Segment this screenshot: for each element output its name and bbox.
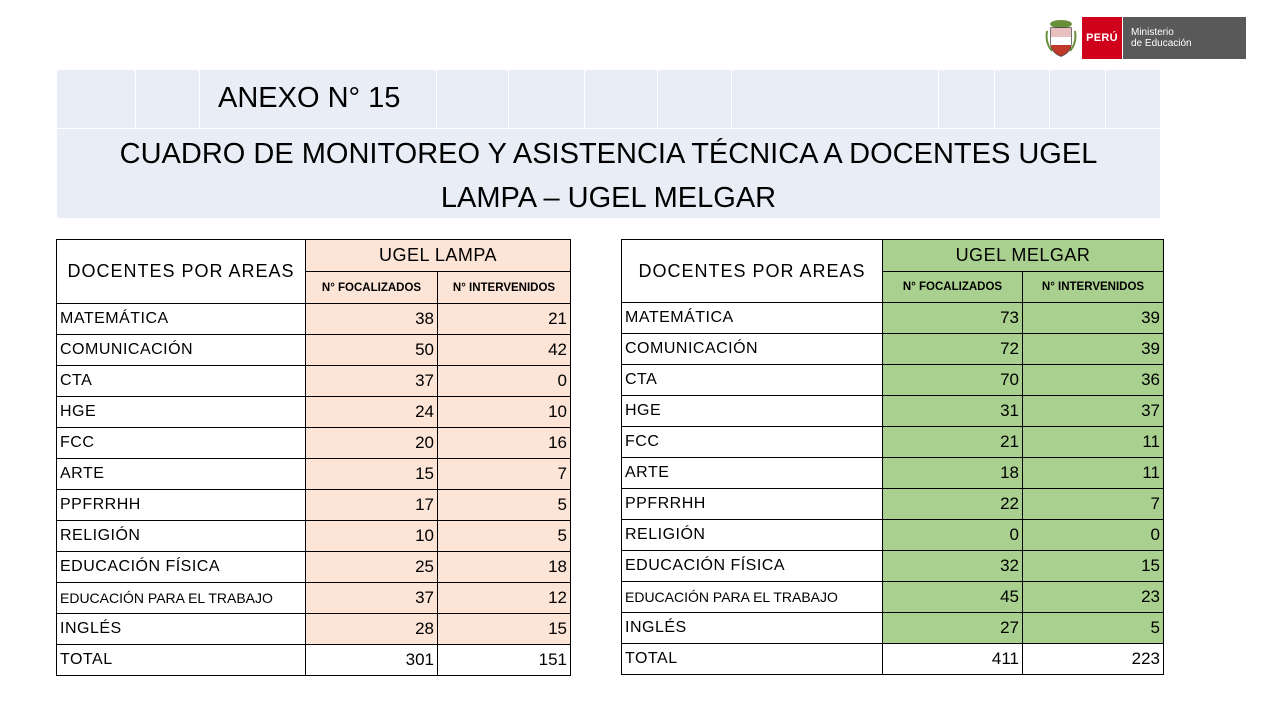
- focalizados-cell: 37: [306, 583, 438, 614]
- logo-country-label: PERÚ: [1082, 17, 1122, 59]
- ministry-logo: [1044, 17, 1246, 59]
- intervenidos-cell: 7: [438, 459, 571, 490]
- table-ugel-lampa: [56, 239, 571, 676]
- total-row: [57, 645, 571, 676]
- intervenidos-cell: 15: [438, 614, 571, 645]
- table-row: [622, 396, 1164, 427]
- intervenidos-cell: 7: [1023, 489, 1164, 520]
- area-cell: ARTE: [622, 458, 883, 489]
- intervenidos-cell: 18: [438, 552, 571, 583]
- focalizados-cell: 70: [883, 365, 1023, 396]
- table-row: [57, 459, 571, 490]
- area-cell: MATEMÁTICA: [57, 304, 306, 335]
- table-row: [622, 427, 1164, 458]
- focalizados-cell: 24: [306, 397, 438, 428]
- focalizados-cell: 28: [306, 614, 438, 645]
- intervenidos-cell: 42: [438, 335, 571, 366]
- area-cell: RELIGIÓN: [622, 520, 883, 551]
- focalizados-cell: 73: [883, 303, 1023, 334]
- area-cell: EDUCACIÓN PARA EL TRABAJO: [57, 583, 306, 614]
- focalizados-cell: 45: [883, 582, 1023, 613]
- table-row: [57, 366, 571, 397]
- area-cell: INGLÉS: [622, 613, 883, 644]
- area-cell: EDUCACIÓN FÍSICA: [57, 552, 306, 583]
- table-row: [57, 552, 571, 583]
- area-cell: COMUNICACIÓN: [57, 335, 306, 366]
- divider: [1105, 70, 1106, 128]
- logo-ministry-line1: Ministerio: [1131, 27, 1174, 38]
- intervenidos-cell: 11: [1023, 458, 1164, 489]
- divider: [994, 70, 995, 128]
- intervenidos-cell: 39: [1023, 303, 1164, 334]
- table-row: [622, 613, 1164, 644]
- divider: [1049, 70, 1050, 128]
- total-label: TOTAL: [622, 644, 883, 675]
- intervenidos-cell: 5: [438, 521, 571, 552]
- table-row: [57, 335, 571, 366]
- area-cell: COMUNICACIÓN: [622, 334, 883, 365]
- focalizados-cell: 18: [883, 458, 1023, 489]
- area-cell: FCC: [622, 427, 883, 458]
- table-row: [57, 397, 571, 428]
- total-focalizados: 301: [306, 645, 438, 676]
- area-cell: HGE: [57, 397, 306, 428]
- intervenidos-cell: 12: [438, 583, 571, 614]
- divider: [199, 70, 200, 128]
- focalizados-header: N° FOCALIZADOS: [883, 271, 1023, 303]
- table-row: [57, 521, 571, 552]
- focalizados-cell: 10: [306, 521, 438, 552]
- total-intervenidos: 151: [438, 645, 571, 676]
- table-row: [57, 614, 571, 645]
- intervenidos-cell: 21: [438, 304, 571, 335]
- annex-label: ANEXO N° 15: [218, 82, 401, 114]
- title-band: [57, 70, 1160, 218]
- table-row: [622, 458, 1164, 489]
- focalizados-cell: 22: [883, 489, 1023, 520]
- intervenidos-cell: 23: [1023, 582, 1164, 613]
- focalizados-cell: 37: [306, 366, 438, 397]
- area-cell: PPFRRHH: [622, 489, 883, 520]
- intervenidos-header: N° INTERVENIDOS: [438, 272, 571, 304]
- area-cell: ARTE: [57, 459, 306, 490]
- table-row: [622, 489, 1164, 520]
- total-row: [622, 644, 1164, 675]
- area-column-header: DOCENTES POR AREAS: [57, 240, 306, 304]
- logo-ministry-label: [1122, 17, 1246, 59]
- divider: [938, 70, 939, 128]
- area-column-header: DOCENTES POR AREAS: [622, 240, 883, 303]
- intervenidos-cell: 36: [1023, 365, 1164, 396]
- intervenidos-cell: 37: [1023, 396, 1164, 427]
- table-row: [622, 334, 1164, 365]
- ugel-header: UGEL LAMPA: [306, 240, 571, 272]
- ugel-header: UGEL MELGAR: [883, 240, 1164, 272]
- focalizados-cell: 32: [883, 551, 1023, 582]
- focalizados-cell: 25: [306, 552, 438, 583]
- intervenidos-cell: 16: [438, 428, 571, 459]
- focalizados-cell: 50: [306, 335, 438, 366]
- area-cell: HGE: [622, 396, 883, 427]
- table-row: [57, 428, 571, 459]
- divider: [436, 70, 437, 128]
- divider: [657, 70, 658, 128]
- intervenidos-cell: 10: [438, 397, 571, 428]
- intervenidos-cell: 5: [438, 490, 571, 521]
- intervenidos-header: N° INTERVENIDOS: [1023, 271, 1164, 303]
- area-cell: EDUCACIÓN FÍSICA: [622, 551, 883, 582]
- focalizados-cell: 27: [883, 613, 1023, 644]
- intervenidos-cell: 5: [1023, 613, 1164, 644]
- table-body: [57, 304, 571, 676]
- focalizados-header: N° FOCALIZADOS: [306, 272, 438, 304]
- table-body: [622, 303, 1164, 675]
- intervenidos-cell: 11: [1023, 427, 1164, 458]
- focalizados-cell: 31: [883, 396, 1023, 427]
- intervenidos-cell: 0: [438, 366, 571, 397]
- table-row: [622, 365, 1164, 396]
- area-cell: MATEMÁTICA: [622, 303, 883, 334]
- focalizados-cell: 21: [883, 427, 1023, 458]
- table-row: [57, 490, 571, 521]
- table-row: [622, 520, 1164, 551]
- area-cell: CTA: [57, 366, 306, 397]
- coat-of-arms-icon: [1044, 17, 1078, 59]
- divider: [584, 70, 585, 128]
- table-row: [622, 582, 1164, 613]
- focalizados-cell: 17: [306, 490, 438, 521]
- focalizados-cell: 38: [306, 304, 438, 335]
- total-label: TOTAL: [57, 645, 306, 676]
- area-cell: RELIGIÓN: [57, 521, 306, 552]
- area-cell: EDUCACIÓN PARA EL TRABAJO: [622, 582, 883, 613]
- table-row: [57, 304, 571, 335]
- intervenidos-cell: 15: [1023, 551, 1164, 582]
- logo-ministry-line2: de Educación: [1131, 38, 1192, 49]
- area-cell: INGLÉS: [57, 614, 306, 645]
- page-title: [57, 132, 1160, 220]
- table-row: [622, 303, 1164, 334]
- table-ugel-melgar: [621, 239, 1164, 675]
- focalizados-cell: 20: [306, 428, 438, 459]
- intervenidos-cell: 39: [1023, 334, 1164, 365]
- area-cell: PPFRRHH: [57, 490, 306, 521]
- focalizados-cell: 0: [883, 520, 1023, 551]
- intervenidos-cell: 0: [1023, 520, 1164, 551]
- focalizados-cell: 15: [306, 459, 438, 490]
- divider: [135, 70, 136, 128]
- divider: [508, 70, 509, 128]
- area-cell: CTA: [622, 365, 883, 396]
- page-title-line2: LAMPA – UGEL MELGAR: [440, 182, 777, 214]
- page-title-line1: CUADRO DE MONITOREO Y ASISTENCIA TÉCNICA A DOCENTES UGEL: [119, 138, 1098, 170]
- divider: [731, 70, 732, 128]
- title-band-top-row: [57, 70, 1160, 129]
- table-row: [57, 583, 571, 614]
- table-row: [622, 551, 1164, 582]
- focalizados-cell: 72: [883, 334, 1023, 365]
- area-cell: FCC: [57, 428, 306, 459]
- total-focalizados: 411: [883, 644, 1023, 675]
- total-intervenidos: 223: [1023, 644, 1164, 675]
